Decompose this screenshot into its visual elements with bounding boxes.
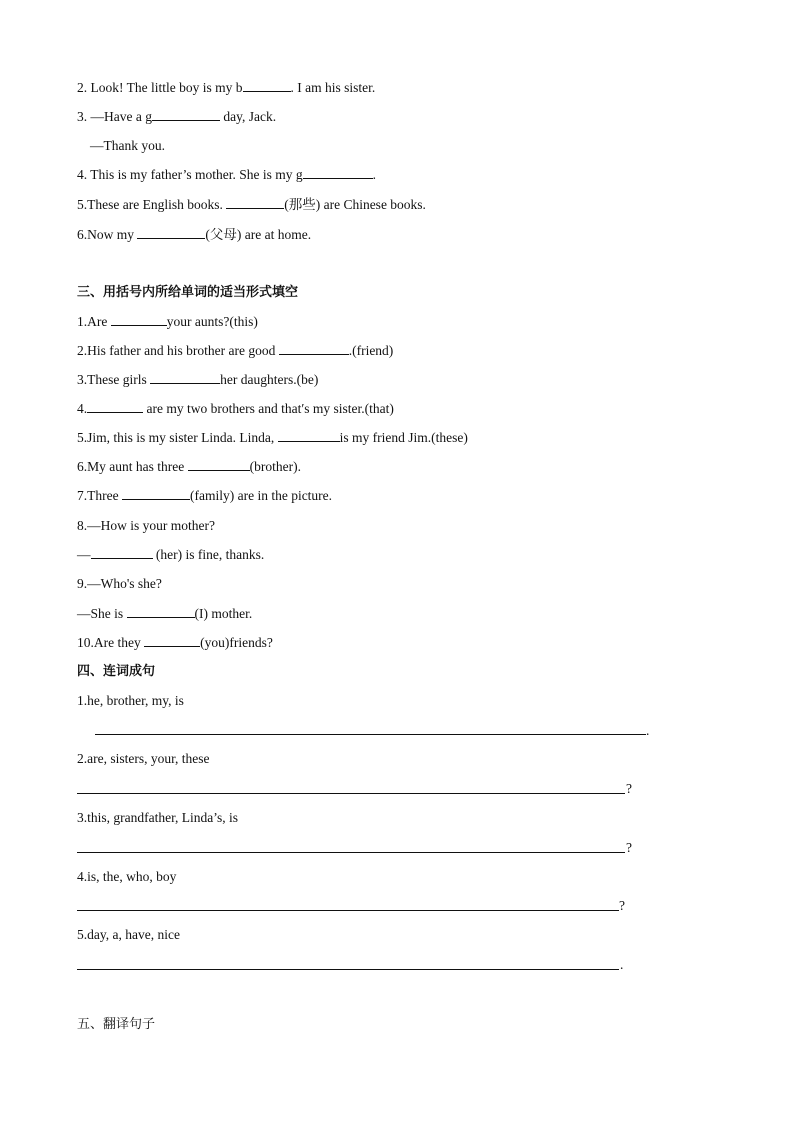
s4-item-5-end: . (620, 957, 624, 972)
section-4-heading: 四、连词成句 (77, 664, 156, 679)
answer-blank[interactable] (127, 605, 195, 618)
question-2: 2. Look! The little boy is my b . I am his sister. (77, 80, 376, 95)
s4-item-2-end: ? (626, 781, 632, 796)
answer-blank[interactable] (150, 371, 220, 384)
s3-item-6: 6.My aunt has three (brother). (77, 459, 301, 474)
s4-item-4-end: ? (619, 898, 625, 913)
answer-blank[interactable] (279, 342, 349, 355)
answer-blank[interactable] (144, 634, 200, 647)
answer-blank[interactable] (303, 166, 373, 179)
s3-item-9-answer: —She is (I) mother. (77, 606, 253, 621)
s3-item-8-question: 8.—How is your mother? (77, 518, 215, 533)
s3-item-3: 3.These girls her daughters.(be) (77, 372, 319, 387)
s3-item-10: 10.Are they (you)friends? (77, 635, 273, 650)
s4-item-1-answer-line[interactable] (95, 734, 646, 735)
answer-blank[interactable] (137, 226, 205, 239)
question-3: 3. —Have a g day, Jack. (77, 109, 277, 124)
question-5: 5.These are English books. (那些) are Chinese books. (77, 197, 426, 212)
question-4: 4. This is my father’s mother. She is my g . (77, 167, 376, 182)
s4-item-1-end: . (646, 723, 650, 738)
answer-blank[interactable] (243, 79, 291, 92)
s4-item-3-prompt: 3.this, grandfather, Linda’s, is (77, 810, 239, 825)
answer-blank[interactable] (111, 313, 167, 326)
question-6: 6.Now my (父母) are at home. (77, 227, 312, 242)
s3-item-2: 2.His father and his brother are good .(friend) (77, 343, 394, 358)
s3-item-5: 5.Jim, this is my sister Linda. Linda, is my friend Jim.(these) (77, 430, 468, 445)
s3-item-8-answer: — (her) is fine, thanks. (77, 547, 265, 562)
s3-item-1: 1.Are your aunts?(this) (77, 314, 258, 329)
answer-blank[interactable] (122, 487, 190, 500)
s4-item-2-prompt: 2.are, sisters, your, these (77, 751, 210, 766)
s4-item-3-answer-line[interactable] (77, 852, 625, 853)
answer-blank[interactable] (87, 400, 143, 413)
s3-item-4: 4. are my two brothers and that′s my sister.(that) (77, 401, 394, 416)
s3-item-9-question: 9.—Who's she? (77, 576, 162, 591)
answer-blank[interactable] (278, 429, 340, 442)
s4-item-2-answer-line[interactable] (77, 793, 625, 794)
question-3-reply: —Thank you. (90, 138, 165, 153)
s4-item-5-answer-line[interactable] (77, 969, 619, 970)
answer-blank[interactable] (91, 546, 153, 559)
s4-item-5-prompt: 5.day, a, have, nice (77, 927, 180, 942)
s4-item-1-prompt: 1.he, brother, my, is (77, 693, 184, 708)
s3-item-7: 7.Three (family) are in the picture. (77, 488, 333, 503)
s4-item-4-answer-line[interactable] (77, 910, 619, 911)
section-3-heading: 三、用括号内所给单词的适当形式填空 (77, 285, 299, 300)
answer-blank[interactable] (152, 108, 220, 121)
section-5-heading: 五、翻译句子 (77, 1017, 156, 1032)
s4-item-4-prompt: 4.is, the, who, boy (77, 869, 177, 884)
answer-blank[interactable] (188, 458, 250, 471)
answer-blank[interactable] (226, 196, 284, 209)
s4-item-3-end: ? (626, 840, 632, 855)
